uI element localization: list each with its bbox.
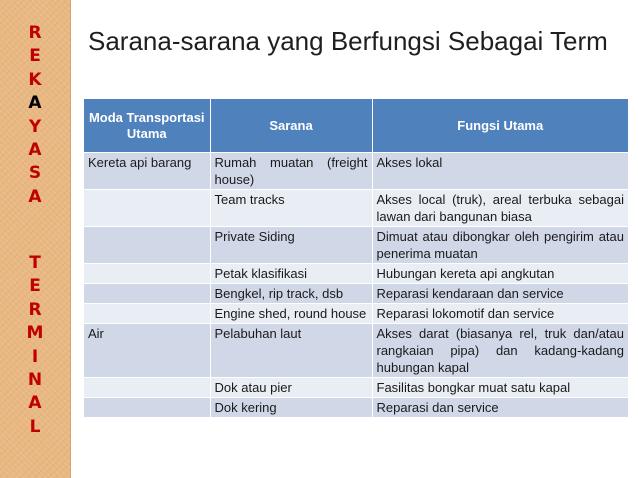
- cell-fungsi: Reparasi kendaraan dan service: [372, 284, 628, 304]
- cell-fungsi: Hubungan kereta api angkutan: [372, 264, 628, 284]
- sidebar-letter: I: [31, 346, 39, 367]
- sidebar-decoration: [0, 0, 71, 478]
- table-row: [84, 398, 628, 418]
- cell-moda: Air: [84, 324, 210, 378]
- cell-sarana: Pelabuhan laut: [210, 324, 372, 378]
- sidebar-letter: L: [29, 416, 41, 437]
- slide-title: Sarana-sarana yang Berfungsi Sebagai Term: [88, 26, 608, 56]
- cell-sarana: Team tracks: [210, 190, 372, 227]
- cell-moda: Kereta api barang: [84, 153, 210, 190]
- table-row: [84, 264, 628, 284]
- header-moda: Moda Transportasi Utama: [84, 99, 210, 153]
- table-row: [84, 284, 628, 304]
- cell-moda: [84, 227, 210, 264]
- table-header-row: [84, 99, 628, 153]
- cell-moda: [84, 378, 210, 398]
- table-row: [84, 227, 628, 264]
- table-row: [84, 153, 628, 190]
- sidebar-letter: A: [28, 140, 42, 161]
- cell-fungsi: Akses lokal: [372, 153, 628, 190]
- sidebar-letter: M: [26, 323, 44, 344]
- cell-sarana: Bengkel, rip track, dsb: [210, 284, 372, 304]
- sidebar-letter: R: [28, 299, 42, 320]
- cell-fungsi: Akses local (truk), areal terbuka sebagai lawan dari bangunan biasa: [372, 190, 628, 227]
- table-row: [84, 304, 628, 324]
- header-sarana: Sarana: [210, 99, 372, 153]
- table-row: [84, 190, 628, 227]
- table-row: [84, 378, 628, 398]
- sidebar-letter: K: [28, 69, 42, 90]
- cell-fungsi: Fasilitas bongkar muat satu kapal: [372, 378, 628, 398]
- vertical-title-rekayasa: [0, 22, 70, 209]
- sidebar-letter: T: [29, 253, 41, 273]
- cell-moda: [84, 398, 210, 418]
- vertical-title-terminal: [0, 252, 70, 439]
- cell-moda: [84, 284, 210, 304]
- cell-sarana: Dok atau pier: [210, 378, 372, 398]
- sidebar-letter: A: [28, 93, 42, 114]
- cell-moda: [84, 304, 210, 324]
- sidebar-letter: E: [29, 276, 41, 297]
- sidebar-letter: E: [29, 46, 41, 67]
- sidebar-letter: N: [27, 370, 43, 391]
- header-fungsi: Fungsi Utama: [372, 99, 628, 153]
- sidebar-letter: R: [28, 23, 42, 43]
- cell-sarana: Engine shed, round house: [210, 304, 372, 324]
- cell-fungsi: Reparasi dan service: [372, 398, 628, 418]
- table-row: [84, 324, 628, 378]
- cell-moda: [84, 190, 210, 227]
- cell-moda: [84, 264, 210, 284]
- facilities-table: [84, 99, 628, 417]
- sidebar-letter: Y: [28, 116, 42, 137]
- cell-sarana: Petak klasifikasi: [210, 264, 372, 284]
- cell-sarana: Dok kering: [210, 398, 372, 418]
- sidebar-letter: A: [28, 393, 42, 414]
- cell-fungsi: Reparasi lokomotif dan service: [372, 304, 628, 324]
- cell-fungsi: Akses darat (biasanya rel, truk dan/atau rangkaian pipa) dan kadang-kadang hubungan kapal: [372, 324, 628, 378]
- cell-sarana: Private Siding: [210, 227, 372, 264]
- cell-sarana: Rumah muatan (freight house): [210, 153, 372, 190]
- sidebar-letter: S: [28, 163, 42, 184]
- sidebar-letter: A: [28, 186, 42, 207]
- cell-fungsi: Dimuat atau dibongkar oleh pengirim atau penerima muatan: [372, 227, 628, 264]
